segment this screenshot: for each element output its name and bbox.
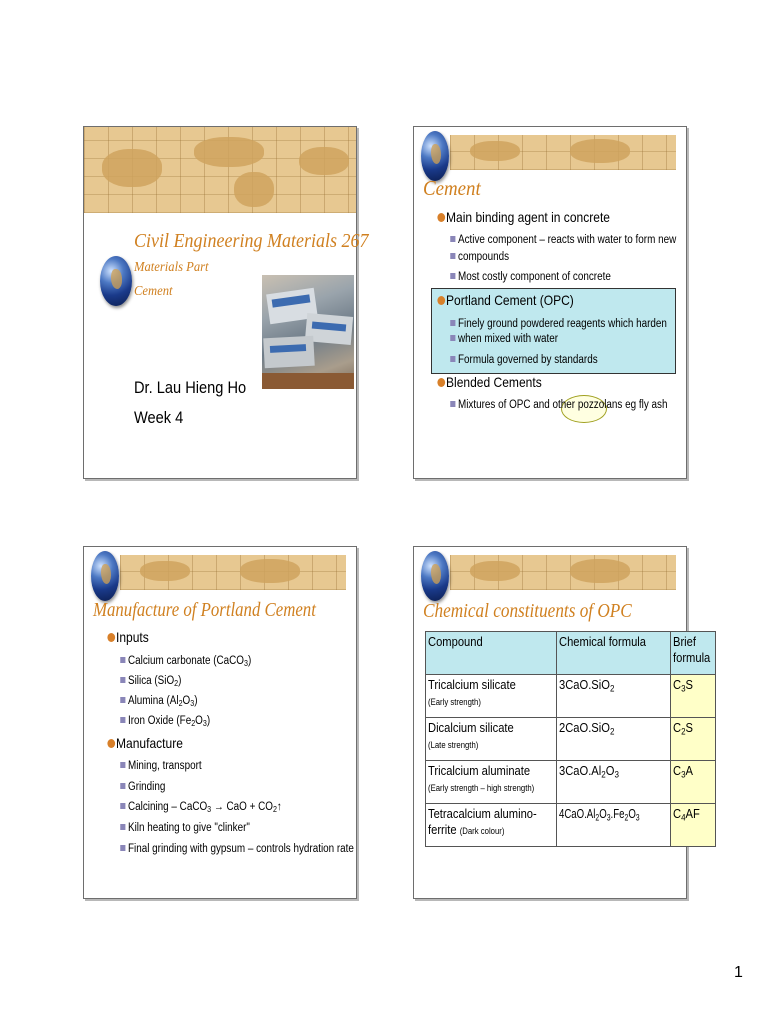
subbullet-iron-oxide: Iron Oxide $(Fe_2O_3)$ [128,715,211,729]
slide-title [83,126,369,479]
world-map-banner [450,555,676,590]
slide-title-text: Chemical constituents of OPC [423,600,632,622]
table-row [426,675,716,718]
world-map-banner [84,127,356,213]
world-map-banner [450,135,676,170]
cell-brief: $C_3S$ [671,675,716,718]
subbullet-silica: Silica (SiO$_2$) [128,675,182,689]
week-label: Week 4 [134,408,184,427]
globe-icon [421,551,449,601]
subbullet-calcining: Calcining – CaCO$_3$ → CaO + $CO_2↑$ [128,801,282,815]
cell-formula: $4CaO.Al_2O_3.Fe_2O_3$ [557,804,671,847]
subbullet-calcium-carbonate: Calcium carbonate (CaCO$_3$) [128,655,252,669]
subbullet-mixtures: Mixtures of OPC and other pozzolans eg fly ash [458,399,668,411]
slide-title-text: Civil Engineering Materials 267 [134,230,369,252]
slide-title-text: Manufacture of Portland Cement [93,599,316,621]
author-name: Dr. Lau Hieng Ho [134,378,247,397]
bullet-manufacture: Manufacture [116,735,183,751]
cell-compound: Tetracalcium alumino- ferrite (Dark colour) [426,804,557,847]
header-brief-formula: Brief formula [671,632,716,675]
cell-formula: $3CaO.Al_2O_3$ [557,761,671,804]
page-number: 1 [734,964,743,981]
cell-compound: Dicalcium silicate (Late strength) [426,718,557,761]
header-compound: Compound [426,632,557,675]
cement-bags-photo [262,275,354,389]
slide-subtitle-1: Materials Part [134,260,209,275]
cell-brief: $C_3A$ [671,761,716,804]
slide-title-text: Cement [423,176,481,200]
subbullet-formula-standards: Formula governed by standards [458,354,598,366]
globe-icon [421,131,449,181]
subbullet-final-grinding: Final grinding with gypsum – controls hydration rate [128,843,354,855]
constituents-table [425,631,716,847]
bullet-portland-cement: Portland Cement (OPC) [446,292,574,308]
cell-brief: $C_2S$ [671,718,716,761]
subbullet-active-component-cont: compounds [458,251,510,263]
bullet-main-binding: Main binding agent in concrete [446,209,610,225]
world-map-banner [120,555,346,590]
subbullet-most-costly: Most costly component of concrete [458,271,611,283]
slide-chemical-constituents [413,546,711,899]
subbullet-alumina: Alumina $(Al_2O_3)$ [128,695,198,709]
globe-icon [100,256,132,306]
cell-compound: Tricalcium silicate (Early strength) [426,675,557,718]
globe-icon [91,551,119,601]
header-chemical-formula: Chemical formula [557,632,671,675]
table-row [426,804,716,847]
pozzolans-word: pozzolans [577,399,623,411]
subbullet-mining: Mining, transport [128,760,202,772]
bullet-blended-cements: Blended Cements [446,374,542,390]
cell-formula: 2CaO.SiO$_2$ [557,718,671,761]
subbullet-grinding: Grinding [128,781,166,793]
cell-compound: Tricalcium aluminate (Early strength – high strength) [426,761,557,804]
cell-brief: $C_4AF$ [671,804,716,847]
slide-subtitle-2: Cement [134,284,173,299]
table-row [426,718,716,761]
subbullet-finely-ground-cont: when mixed with water [458,333,559,345]
bullet-inputs: Inputs [116,629,149,645]
subbullet-active-component: Active component – reacts with water to form new [458,234,677,246]
slide-manufacture [83,546,357,899]
table-header-row [426,632,716,675]
table-row [426,761,716,804]
subbullet-kiln-heating: Kiln heating to give "clinker" [128,822,250,834]
slide-cement [413,126,687,479]
subbullet-finely-ground: Finely ground powdered reagents which harden [458,318,667,330]
cell-formula: 3CaO.SiO$_2$ [557,675,671,718]
